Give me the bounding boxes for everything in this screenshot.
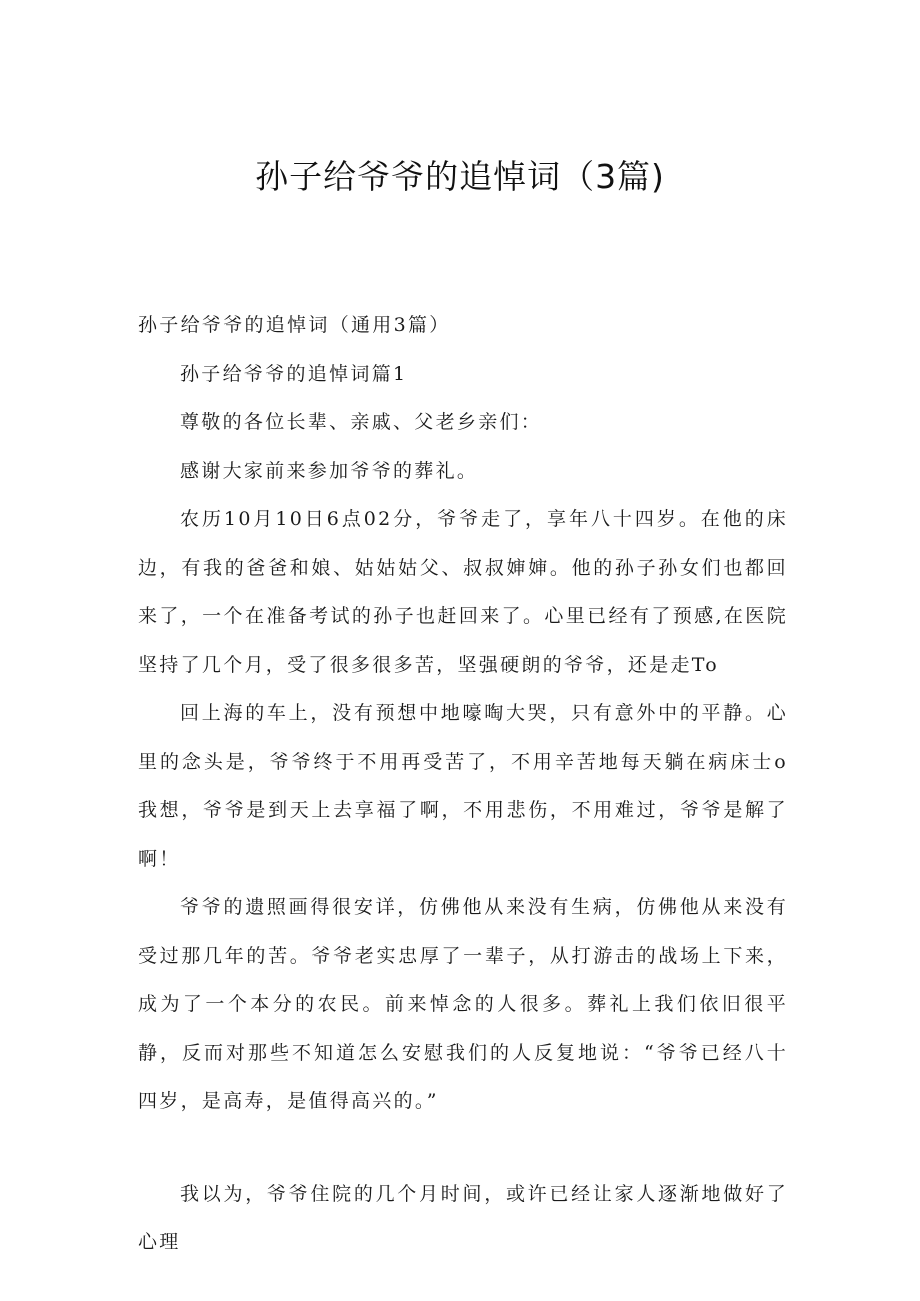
document-subtitle: 孙子给爷爷的追悼词（通用3篇） xyxy=(138,314,451,336)
paragraph: 回上海的车上，没有预想中地嚎啕大哭，只有意外中的平静。心里的念头是，爷爷终于不用再受苦了，不用辛苦地每天躺在病床士o我想，爷爷是到天上去享福了啊，不用悲伤，不用难过，爷爷是解了啊！ xyxy=(138,702,788,870)
document-title: 孙子给爷爷的追悼词（3篇) xyxy=(255,157,665,196)
paragraph: 感谢大家前来参加爷爷的葬礼。 xyxy=(180,459,479,482)
document-body xyxy=(138,301,788,1267)
paragraph: 农历10月10日6点02分，爷爷走了，享年八十四岁。在他的床边，有我的爸爸和娘、姑姑姑父、叔叔婶婶。他的孙子孙女们也都回来了，一个在准备考试的孙子也赶回来了。心里已经有了预感,在医院坚持了几个月，受了很多很多苦，坚强硬朗的爷爷，还是走To xyxy=(138,508,788,676)
section-heading: 孙子给爷爷的追悼词篇1 xyxy=(180,362,408,385)
paragraph: 爷爷的遗照画得很安详，仿佛他从来没有生病，仿佛他从来没有受过那几年的苦。爷爷老实忠厚了一辈子，从打游击的战场上下来，成为了一个本分的农民。前来悼念的人很多。葬礼上我们依旧很平静，反而对那些不知道怎么安慰我们的人反复地说：“爷爷已经八十四岁，是高寿，是值得高兴的。” xyxy=(138,896,788,1112)
paragraph: 我以为，爷爷住院的几个月时间，或许已经让家人逐渐地做好了心理 xyxy=(138,1182,788,1253)
salutation: 尊敬的各位长辈、亲戚、父老乡亲们： xyxy=(180,411,543,433)
